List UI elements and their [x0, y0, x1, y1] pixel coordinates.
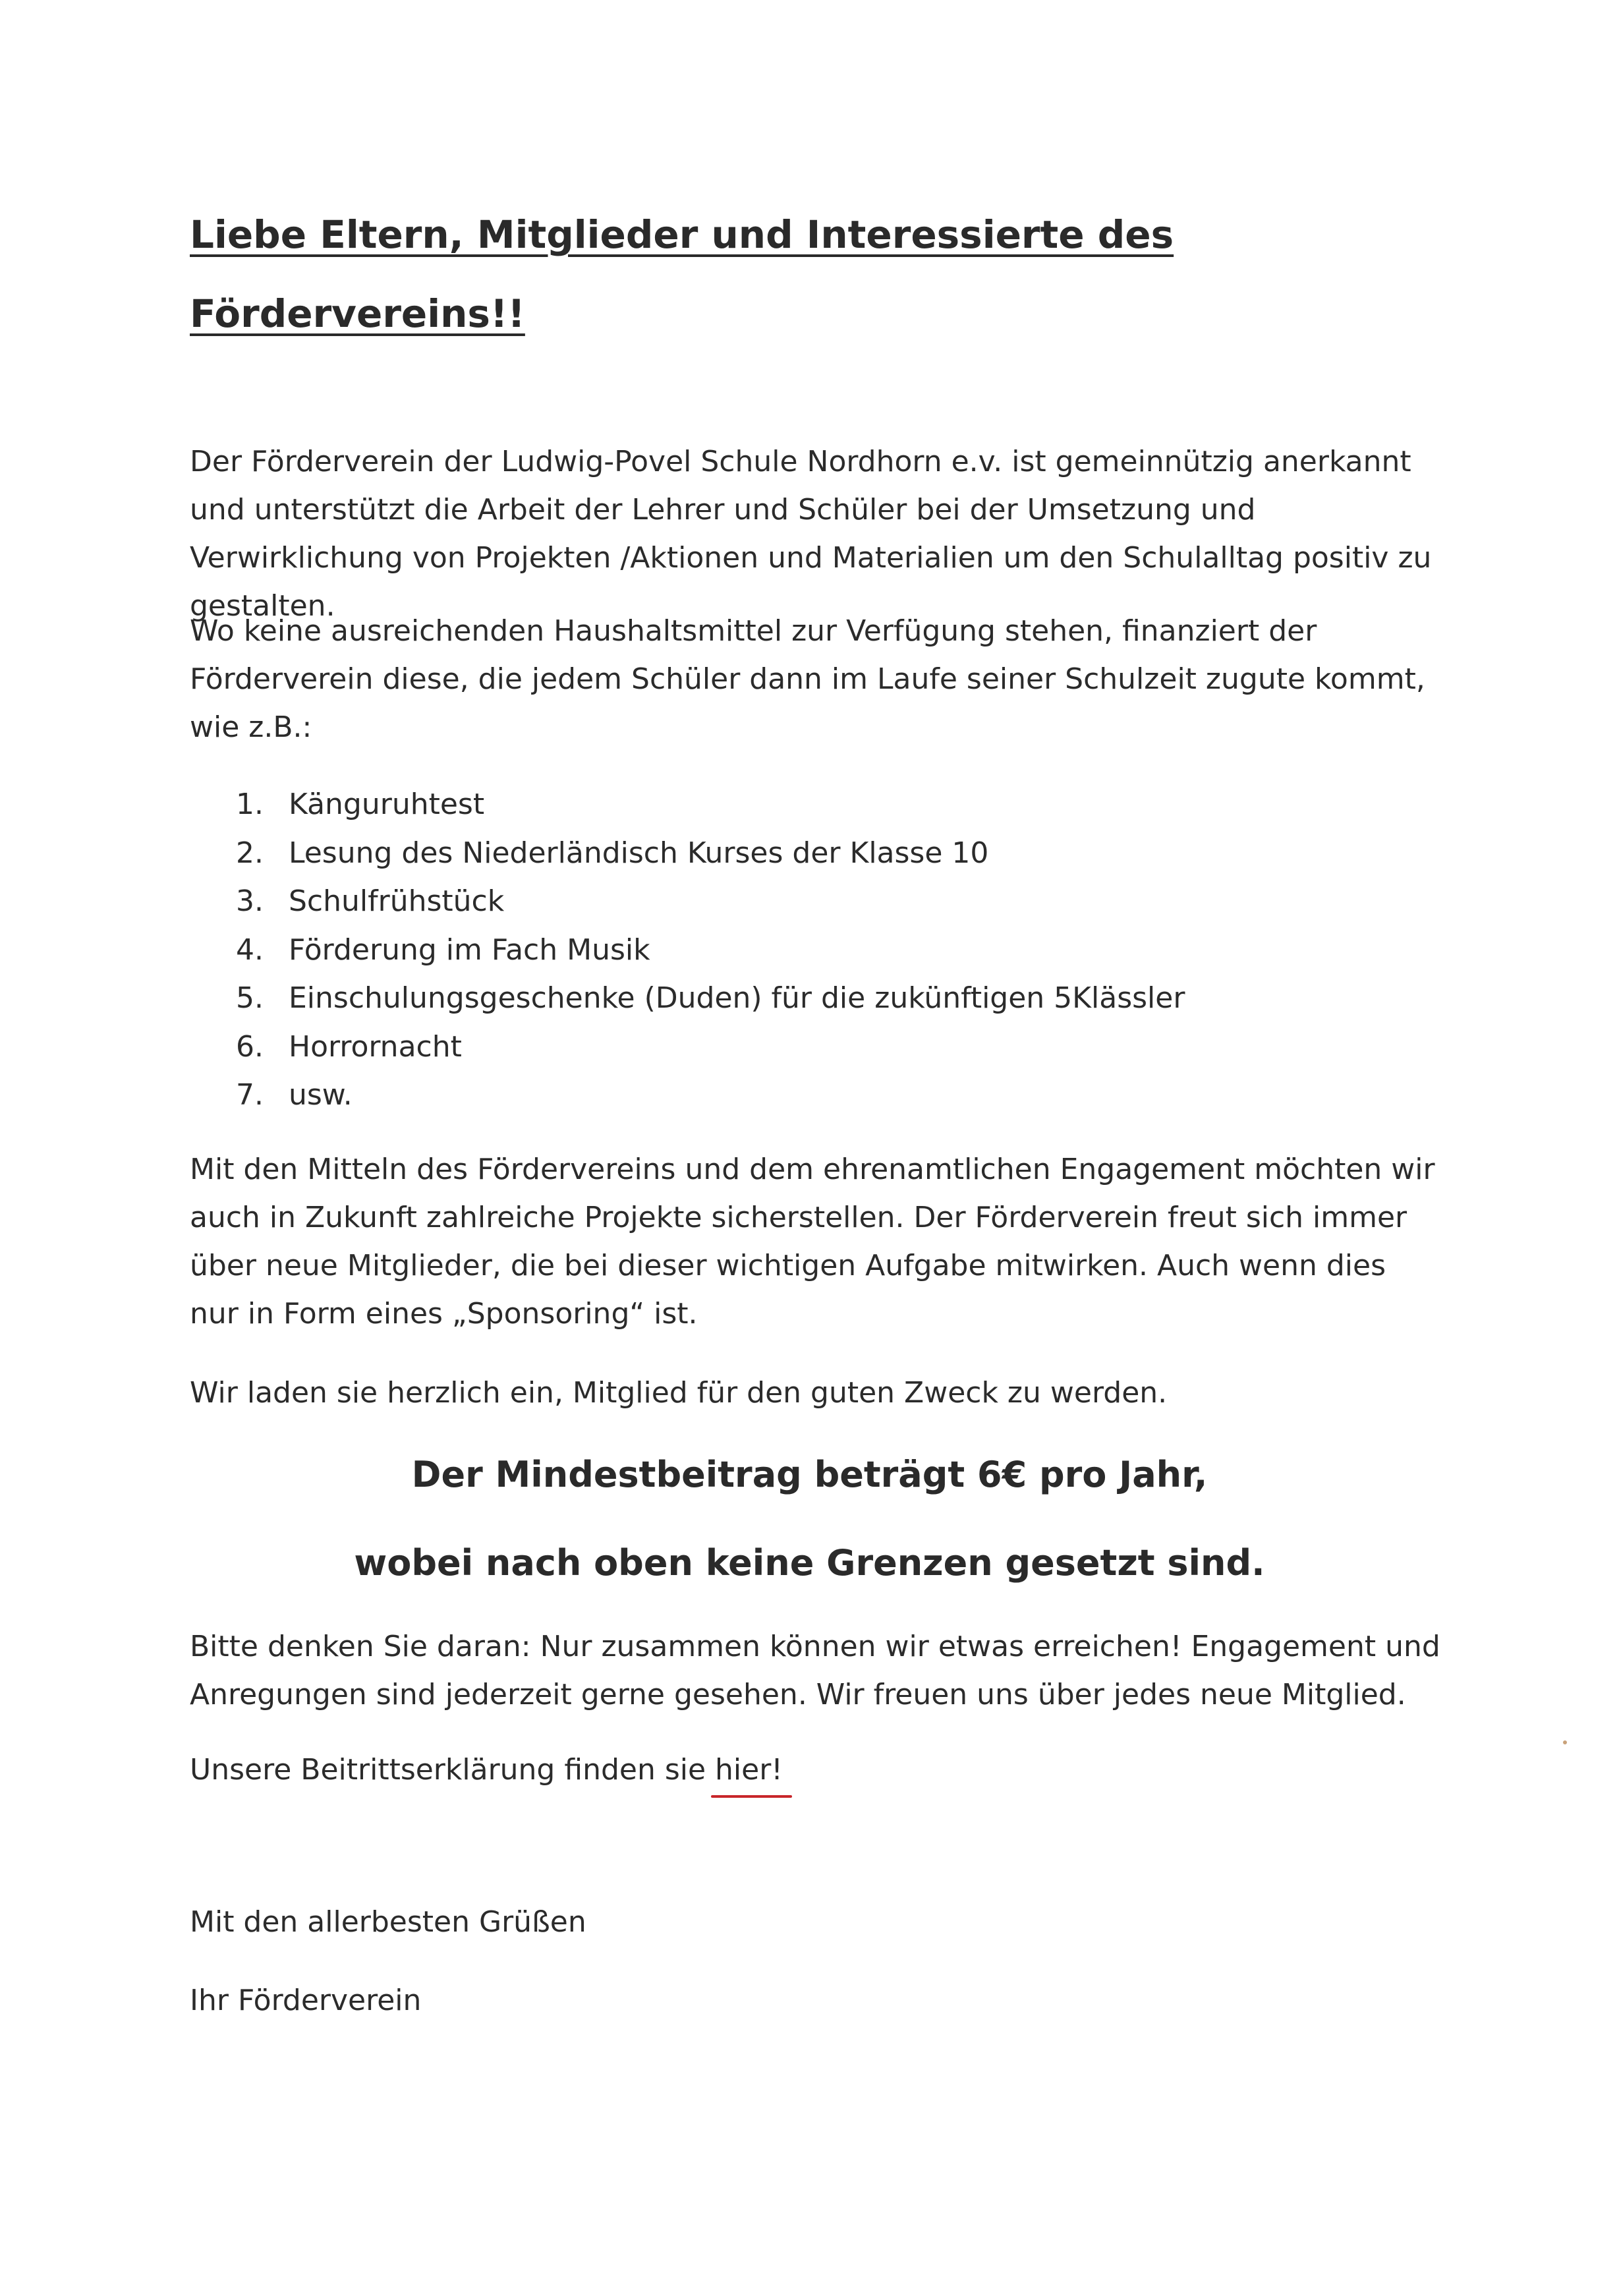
no-limit-line: wobei nach oben keine Grenzen gesetzt sind.	[354, 1542, 1265, 1584]
list-item	[236, 829, 1185, 878]
list-item-number: 5.	[236, 981, 264, 1015]
project-list	[236, 780, 1185, 1120]
list-item-number: 3.	[236, 884, 264, 918]
membership-form-link[interactable]	[715, 1746, 783, 1794]
list-item-number: 4.	[236, 933, 264, 967]
scan-speck	[1563, 1740, 1567, 1744]
list-item-number: 2.	[236, 836, 264, 870]
list-item	[236, 877, 1185, 926]
minimum-fee-line: Der Mindestbeitrag beträgt 6€ pro Jahr,	[411, 1454, 1208, 1495]
membership-form-link-label[interactable]: hier!	[715, 1753, 783, 1787]
closing-greeting: Mit den allerbesten Grüßen	[190, 1905, 586, 1939]
list-item-number: 6.	[236, 1029, 264, 1064]
reminder-paragraph: Bitte denken Sie daran: Nur zusammen können wir etwas erreichen! Engagement und Anregungen sind jederzeit gerne gesehen. Wir freuen uns über jedes neue Mitglied.	[190, 1630, 1440, 1711]
title-line-2: Fördervereins!!	[190, 291, 525, 336]
list-item	[236, 1023, 1185, 1072]
list-item-text: Lesung des Niederländisch Kurses der Klasse 10	[289, 836, 989, 870]
list-item-text: Känguruhtest	[289, 788, 485, 821]
support-paragraph: Mit den Mitteln des Fördervereins und dem ehrenamtlichen Engagement möchten wir auch in Zukunft zahlreiche Projekte sicherstellen. Der Förderverein freut sich immer über neue Mitglieder, die bei dieser wichtigen Aufgabe mitwirken. Auch wenn dies nur in Form eines „Sponsoring“ ist.	[190, 1153, 1435, 1331]
list-item-text: Förderung im Fach Musik	[289, 933, 650, 967]
membership-form-paragraph	[190, 1746, 1442, 1794]
title-line-1: Liebe Eltern, Mitglieder und Interessierte des	[190, 212, 1174, 257]
link-underline-mark	[711, 1795, 792, 1798]
list-item-text: usw.	[289, 1078, 353, 1112]
list-item-text: Schulfrühstück	[289, 884, 505, 918]
invitation-paragraph: Wir laden sie herzlich ein, Mitglied für den guten Zweck zu werden.	[190, 1376, 1168, 1410]
signature: Ihr Förderverein	[190, 1984, 422, 2017]
list-item-number: 1.	[236, 788, 264, 821]
list-item	[236, 974, 1185, 1023]
intro-paragraph: Der Förderverein der Ludwig-Povel Schule Nordhorn e.v. ist gemeinnützig anerkannt und unterstützt die Arbeit der Lehrer und Schüler bei der Umsetzung und Verwirklichung von Projekten /Aktionen und Materialien um den Schulalltag positiv zu gestalten.	[190, 445, 1432, 623]
list-item-text: Horrornacht	[289, 1029, 462, 1064]
membership-form-text: Unsere Beitrittserklärung finden sie	[190, 1753, 716, 1787]
list-item-text: Einschulungsgeschenke (Duden) für die zukünftigen 5Klässler	[289, 981, 1185, 1015]
list-item	[236, 926, 1185, 975]
list-item	[236, 1071, 1185, 1120]
list-item	[236, 780, 1185, 829]
list-item-number: 7.	[236, 1078, 264, 1112]
letter-title	[190, 195, 1442, 353]
funding-paragraph: Wo keine ausreichenden Haushaltsmittel zur Verfügung stehen, finanziert der Förderverein diese, die jedem Schüler dann im Laufe seiner Schulzeit zugute kommt, wie z.B.:	[190, 614, 1425, 744]
